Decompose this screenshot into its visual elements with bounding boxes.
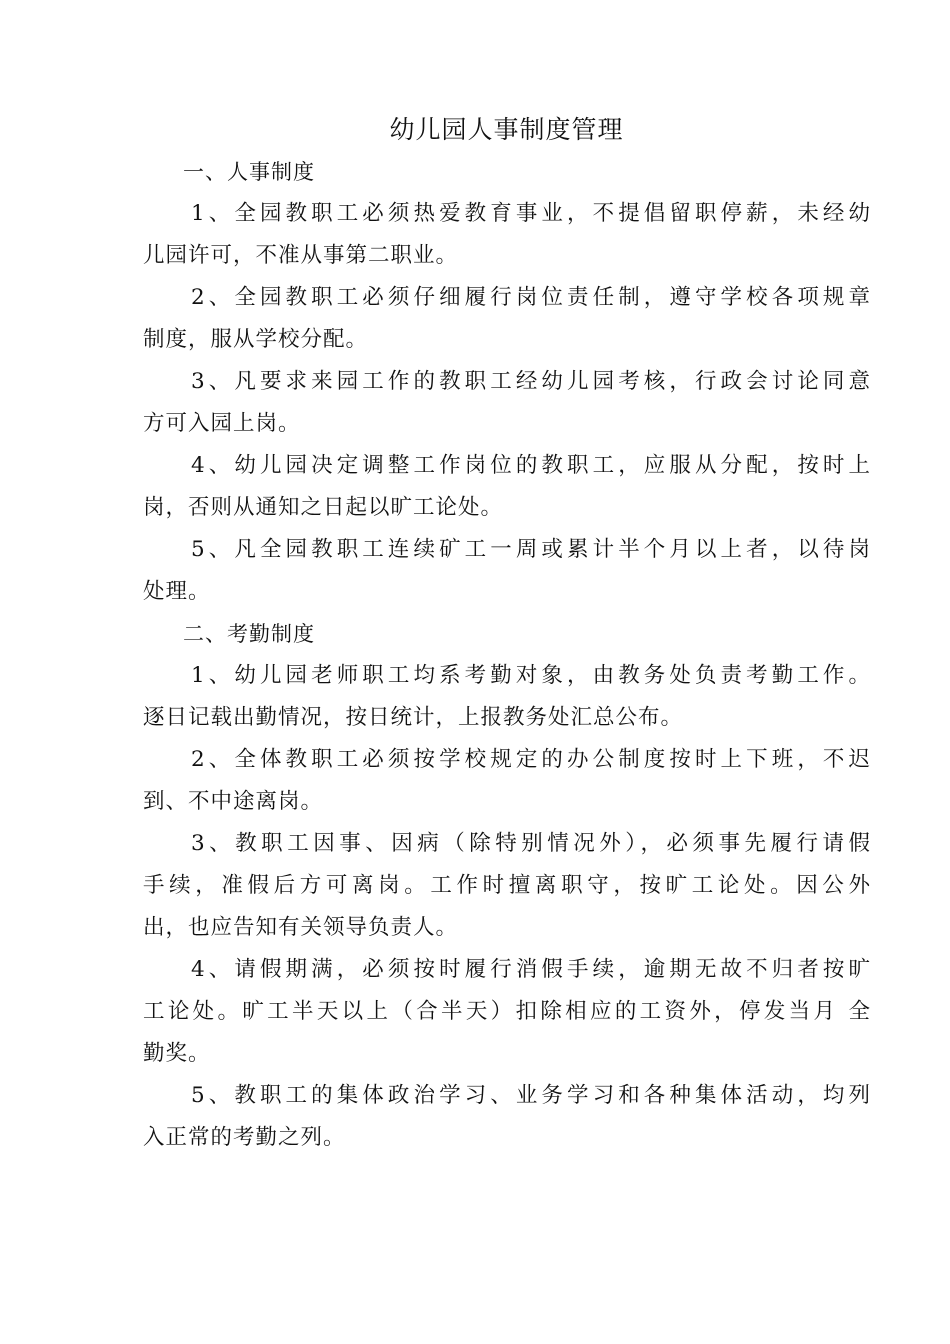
paragraph <box>143 823 871 949</box>
paragraph <box>143 361 871 445</box>
paragraph <box>143 739 871 823</box>
paragraph-line: 制度，服从学校分配。 <box>143 327 369 352</box>
paragraph-line: 1、幼儿园老师职工均系考勤对象，由教务处负责考勤工作。 <box>191 663 871 688</box>
paragraph-line: 3、教职工因事、因病（除特别情况外），必须事先履行请假 <box>191 831 871 856</box>
paragraph-line: 工论处。旷工半天以上（合半天）扣除相应的工资外，停发当月 全 <box>143 999 871 1024</box>
paragraph-line: 5、凡全园教职工连续矿工一周或累计半个月以上者，以待岗 <box>191 537 871 562</box>
paragraph-line: 岗，否则从通知之日起以旷工论处。 <box>143 495 504 520</box>
paragraph-line: 儿园许可，不准从事第二职业。 <box>143 243 459 268</box>
paragraph <box>143 655 871 739</box>
section-heading: 一、人事制度 <box>183 160 315 184</box>
paragraph-line: 逐日记载出勤情况，按日统计，上报教务处汇总公布。 <box>143 705 684 730</box>
paragraph-line: 4、幼儿园决定调整工作岗位的教职工，应服从分配，按时上 <box>191 453 871 478</box>
paragraph <box>143 949 871 1075</box>
section-personnel <box>143 151 871 613</box>
paragraph <box>143 529 871 613</box>
paragraph-line: 4、请假期满，必须按时履行消假手续，逾期无故不归者按旷 <box>191 957 871 982</box>
paragraph <box>143 193 871 277</box>
document-body <box>143 151 871 1159</box>
paragraph-line: 2、全园教职工必须仔细履行岗位责任制，遵守学校各项规章 <box>191 285 871 310</box>
paragraph-line: 3、凡要求来园工作的教职工经幼儿园考核，行政会讨论同意 <box>191 369 871 394</box>
paragraph-line: 2、全体教职工必须按学校规定的办公制度按时上下班，不迟 <box>191 747 871 772</box>
paragraph-line: 5、教职工的集体政治学习、业务学习和各种集体活动，均列 <box>191 1083 871 1108</box>
document-title: 幼儿园人事制度管理 <box>389 115 624 144</box>
paragraph-line: 方可入园上岗。 <box>143 411 301 436</box>
paragraph-line: 入正常的考勤之列。 <box>143 1125 346 1150</box>
section-heading: 二、考勤制度 <box>183 622 315 646</box>
paragraph-line: 到、不中途离岗。 <box>143 789 324 814</box>
paragraph <box>143 1075 871 1159</box>
paragraph-line: 处理。 <box>143 579 211 604</box>
paragraph-line: 手续，准假后方可离岗。工作时擅离职守，按旷工论处。因公外 <box>143 873 871 898</box>
paragraph <box>143 445 871 529</box>
paragraph <box>143 277 871 361</box>
paragraph-line: 1、全园教职工必须热爱教育事业，不提倡留职停薪，未经幼 <box>191 201 871 226</box>
section-attendance <box>143 613 871 1159</box>
paragraph-line: 勤奖。 <box>143 1041 211 1066</box>
paragraph-line: 出，也应告知有关领导负责人。 <box>143 915 459 940</box>
